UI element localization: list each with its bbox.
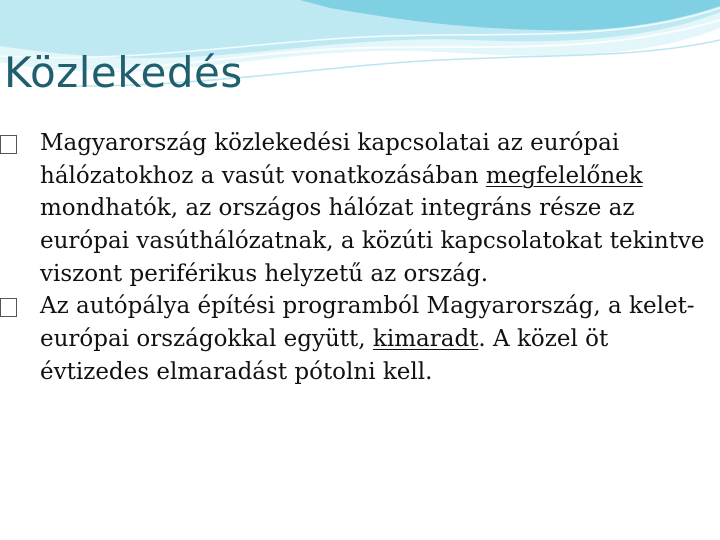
bullet-2-text-a: Az autópálya építési programból Magyarország, a kelet-európai országokkal együtt,: [40, 293, 695, 352]
bullet-1-text-b: mondhatók, az országos hálózat integráns része az európai vasúthálózatnak, a közúti kapcsolatokat tekintve viszont periférikus helyzetű az ország.: [40, 195, 705, 287]
slide-body: [0, 127, 712, 388]
bullet-2-underlined-word: kimaradt: [372, 325, 479, 352]
bullet-item-2: [0, 290, 712, 388]
bullet-2-text-b: . A közel öt évtizedes elmaradást pótolni kell.: [40, 325, 609, 385]
bullet-box-icon: [0, 298, 17, 317]
bullet-1-underlined-word: megfelelőnek: [485, 162, 643, 189]
bullet-1-text-a: Magyarország közlekedési kapcsolatai az európai hálózatokhoz a vasút vonatkozásában: [40, 130, 620, 189]
slide-title: Közlekedés: [4, 48, 243, 97]
bullet-item-1: [0, 127, 712, 290]
bullet-box-icon: [0, 135, 17, 154]
